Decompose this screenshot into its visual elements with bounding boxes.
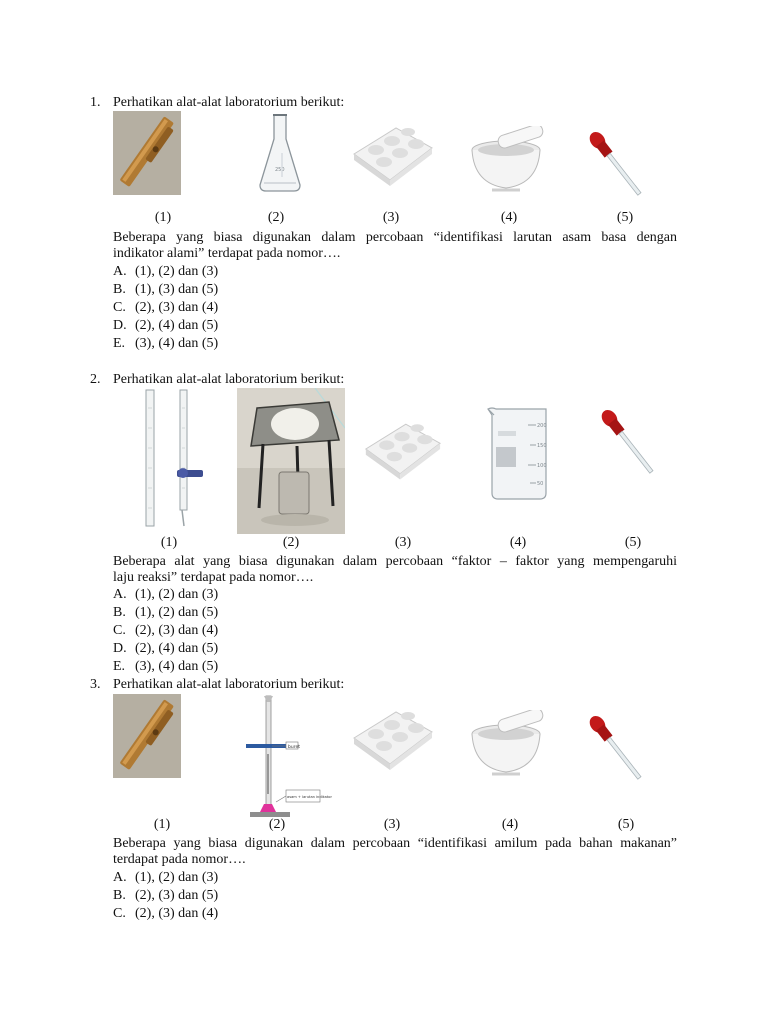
option-e[interactable]: E. (3), (4) dan (5) <box>113 659 219 674</box>
image-label: (5) <box>616 210 634 225</box>
question-prompt: Perhatikan alat-alat laboratorium berikut: <box>113 95 345 110</box>
clamp-image <box>113 111 181 195</box>
option-c[interactable]: C. (2), (3) dan (4) <box>113 300 219 315</box>
image-label: (2) <box>267 210 285 225</box>
mortar-pestle-image <box>468 126 552 194</box>
titration-flask-label: asam + larutan indikator <box>287 795 332 799</box>
question-text: terdapat pada nomor…. <box>113 852 246 867</box>
option-b[interactable]: B. (1), (3) dan (5) <box>113 282 219 297</box>
option-b[interactable]: B. (1), (2) dan (5) <box>113 605 219 620</box>
dropper-pipette-image <box>598 402 658 484</box>
option-a[interactable]: A. (1), (2) dan (3) <box>113 870 219 885</box>
question-number: 3. <box>90 677 101 692</box>
image-label: (5) <box>617 817 635 832</box>
image-label: (1) <box>153 817 171 832</box>
option-c[interactable]: C. (2), (3) dan (4) <box>113 623 219 638</box>
erlenmeyer-flask-image <box>258 113 302 193</box>
image-label: (5) <box>624 535 642 550</box>
beaker-mark: 100 <box>537 463 547 469</box>
image-label: (1) <box>154 210 172 225</box>
image-label: (1) <box>160 535 178 550</box>
dropper-pipette-image <box>586 708 646 790</box>
question-text: indikator alami” terdapat pada nomor…. <box>113 246 341 261</box>
option-c[interactable]: C. (2), (3) dan (4) <box>113 906 219 921</box>
question-number: 2. <box>90 372 101 387</box>
mortar-pestle-image <box>468 710 552 778</box>
image-label: (4) <box>500 210 518 225</box>
spot-plate-image <box>350 122 434 186</box>
question-text: Beberapa yang biasa digunakan dalam percobaan “identifikasi larutan asam basa dengan <box>113 230 677 245</box>
beaker-mark: 150 <box>537 443 547 449</box>
image-label: (3) <box>394 535 412 550</box>
image-label: (4) <box>509 535 527 550</box>
option-e[interactable]: E. (3), (4) dan (5) <box>113 336 219 351</box>
spot-plate-image <box>362 418 442 480</box>
option-b[interactable]: B. (2), (3) dan (5) <box>113 888 219 903</box>
tripod-gauze-image <box>237 388 345 534</box>
image-label: (2) <box>282 535 300 550</box>
beaker-image <box>484 405 554 501</box>
question-text: Beberapa alat yang biasa digunakan dalam percobaan “faktor – faktor yang mempengaruhi <box>113 554 677 569</box>
option-d[interactable]: D. (2), (4) dan (5) <box>113 641 219 656</box>
svg-text:250: 250 <box>275 167 285 173</box>
image-label: (2) <box>268 817 286 832</box>
beaker-mark: 50 <box>537 481 544 487</box>
image-label: (4) <box>501 817 519 832</box>
clamp-image <box>113 694 181 778</box>
question-text: laju reaksi” terdapat pada nomor…. <box>113 570 314 585</box>
titration-burette-label: buret <box>288 745 300 750</box>
question-prompt: Perhatikan alat-alat laboratorium berikut: <box>113 372 345 387</box>
image-label: (3) <box>382 210 400 225</box>
titration-setup-image <box>242 694 332 818</box>
burette-image <box>140 388 210 530</box>
image-label: (3) <box>383 817 401 832</box>
question-text: Beberapa yang biasa digunakan dalam percobaan “identifikasi amilum pada bahan makanan” <box>113 836 677 851</box>
option-a[interactable]: A. (1), (2) dan (3) <box>113 264 219 279</box>
spot-plate-image <box>350 706 434 770</box>
beaker-mark: 200 <box>537 423 547 429</box>
dropper-pipette-image <box>586 124 646 206</box>
option-a[interactable]: A. (1), (2) dan (3) <box>113 587 219 602</box>
question-prompt: Perhatikan alat-alat laboratorium berikut: <box>113 677 345 692</box>
option-d[interactable]: D. (2), (4) dan (5) <box>113 318 219 333</box>
question-number: 1. <box>90 95 101 110</box>
